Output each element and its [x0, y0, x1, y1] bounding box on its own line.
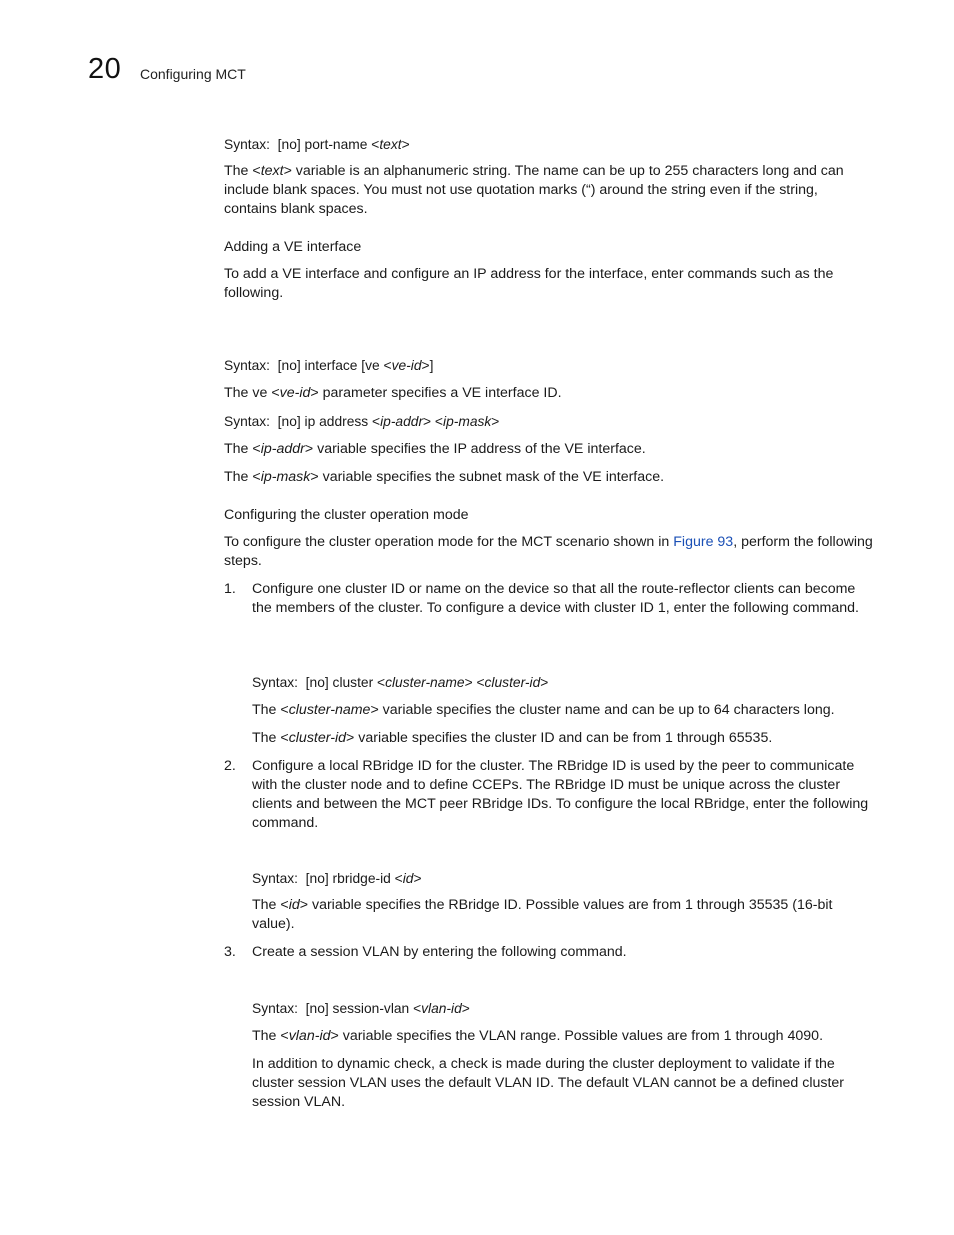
syntax-no: no [309, 1001, 325, 1016]
variable-name: ip-mask [260, 469, 311, 485]
chapter-title: Configuring MCT [140, 66, 246, 82]
text-prefix: To configure the cluster operation mode for the MCT scenario shown in [224, 534, 674, 550]
syntax-cluster: Syntax: [no] cluster <cluster-name> <cluster-id> [252, 675, 549, 690]
text-suffix: variable specifies the subnet mask of the VE interface. [318, 469, 665, 485]
syntax-rbridge-id: Syntax: [no] rbridge-id <id> [252, 871, 422, 886]
syntax-keyword: ve [365, 358, 380, 373]
text-prefix: The [224, 385, 253, 401]
text-prefix: The [224, 469, 253, 485]
step-text: Create a session VLAN by entering the following command. [252, 944, 627, 960]
syntax-command: interface [304, 358, 358, 373]
text-suffix: variable specifies the RBridge ID. Possible values are from 1 through 35535 (16-bit value). [252, 897, 833, 932]
syntax-label: Syntax: [252, 675, 299, 690]
step-number: 3. [224, 944, 236, 960]
variable-name: text [260, 163, 284, 179]
text-prefix: The [252, 702, 281, 718]
syntax-argument: text [379, 137, 402, 152]
figure-link[interactable]: Figure 93 [673, 534, 734, 550]
syntax-session-vlan: Syntax: [no] session-vlan <vlan-id> [252, 1001, 470, 1016]
syntax-port-name: Syntax: [no] port-name <text> [224, 137, 410, 152]
text-suffix: variable specifies the IP address of the VE interface. [313, 441, 646, 457]
text-prefix: The [224, 441, 253, 457]
syntax-no: no [281, 137, 297, 152]
syntax-no: no [281, 358, 297, 373]
step-number: 2. [224, 758, 236, 774]
syntax-command: cluster [332, 675, 374, 690]
dynamic-check-paragraph: In addition to dynamic check, a check is made during the cluster deployment to validate if the cluster session VLAN uses the default VLAN ID. The default VLAN cannot be a defined cluster session VLAN. [252, 1056, 845, 1110]
syntax-argument: ip-addr [380, 414, 424, 429]
variable-name: ip-addr [260, 441, 305, 457]
syntax-command: session-vlan [332, 1001, 410, 1016]
variable-name: vlan-id [288, 1028, 331, 1044]
text-suffix: variable specifies the VLAN range. Possible values are from 1 through 4090. [338, 1028, 824, 1044]
syntax-argument: cluster-id [484, 675, 541, 690]
syntax-label: Syntax: [224, 137, 271, 152]
syntax-no: no [309, 871, 325, 886]
step-text: Configure a local RBridge ID for the cluster. The RBridge ID is used by the peer to communicate with the cluster node and to define CCEPs. The RBridge ID must be unique across the cluster clients and between the MCT peer RBridge IDs. To configure the local RBridge, enter the following command. [252, 758, 869, 831]
keyword: ve [252, 385, 268, 401]
rbridge-id-description: The <id> variable specifies the RBridge ID. Possible values are from 1 through 35535 (16-bit value). [252, 897, 833, 932]
text-prefix: The [252, 730, 281, 746]
syntax-label: Syntax: [224, 358, 271, 373]
syntax-command: rbridge-id [332, 871, 391, 886]
syntax-command: ip address [304, 414, 369, 429]
vlan-id-description: The <vlan-id> variable specifies the VLAN range. Possible values are from 1 through 4090. [252, 1028, 824, 1044]
ip-mask-description: The <ip-mask> variable specifies the subnet mask of the VE interface. [224, 469, 665, 485]
step-number: 1. [224, 581, 236, 597]
cluster-id-description: The <cluster-id> variable specifies the cluster ID and can be from 1 through 65535. [252, 730, 773, 746]
chapter-number: 20 [88, 53, 122, 85]
syntax-interface: Syntax: [no] interface [ve <ve-id>] [224, 358, 434, 373]
ve-id-description: The ve <ve-id> parameter specifies a VE interface ID. [224, 385, 562, 401]
syntax-label: Syntax: [252, 1001, 299, 1016]
ve-intro-paragraph: To add a VE interface and configure an IP address for the interface, enter commands such as the following. [224, 266, 834, 301]
syntax-argument: ve-id [391, 358, 422, 373]
syntax-ip-address: Syntax: [no] ip address <ip-addr> <ip-mask> [224, 414, 500, 429]
section-heading-ve: Adding a VE interface [224, 239, 362, 255]
text-suffix: variable specifies the cluster name and can be up to 64 characters long. [378, 702, 835, 718]
text-prefix: The [252, 1028, 281, 1044]
text-prefix: The [224, 163, 253, 179]
variable-name: cluster-id [288, 730, 346, 746]
syntax-argument: vlan-id [421, 1001, 462, 1016]
syntax-argument: id [402, 871, 414, 886]
syntax-no: no [309, 675, 325, 690]
ip-addr-description: The <ip-addr> variable specifies the IP address of the VE interface. [224, 441, 646, 457]
text-variable-description: The <text> variable is an alphanumeric string. The name can be up to 255 characters long and can include blank spaces. You must not use quotation marks (“) around the string even if the string, contains blank spaces. [224, 163, 844, 217]
step-text: Configure one cluster ID or name on the device so that all the route-reflector clients can become the members of the cluster. To configure a device with cluster ID 1, enter the following command. [252, 581, 859, 616]
text-suffix: variable specifies the cluster ID and can be from 1 through 65535. [354, 730, 773, 746]
syntax-label: Syntax: [224, 414, 271, 429]
variable-name: id [288, 897, 300, 913]
text-suffix: , perform the following steps. [224, 534, 873, 569]
text-suffix: parameter specifies a VE interface ID. [318, 385, 562, 401]
syntax-argument: ip-mask [443, 414, 492, 429]
text-prefix: The [252, 897, 281, 913]
variable-name: cluster-name [288, 702, 371, 718]
syntax-label: Syntax: [252, 871, 299, 886]
syntax-command: port-name [304, 137, 368, 152]
syntax-no: no [281, 414, 297, 429]
section-heading-cluster-mode: Configuring the cluster operation mode [224, 507, 469, 523]
cluster-mode-intro [224, 533, 874, 571]
text-suffix: variable is an alphanumeric string. The name can be up to 255 characters long and can include blank spaces. You must not use quotation marks (“) around the string even if the string, contains blank spaces. [224, 163, 844, 217]
variable-name: ve-id [279, 385, 311, 401]
syntax-argument: cluster-name [385, 675, 465, 690]
cluster-name-description: The <cluster-name> variable specifies the cluster name and can be up to 64 characters long. [252, 702, 835, 718]
